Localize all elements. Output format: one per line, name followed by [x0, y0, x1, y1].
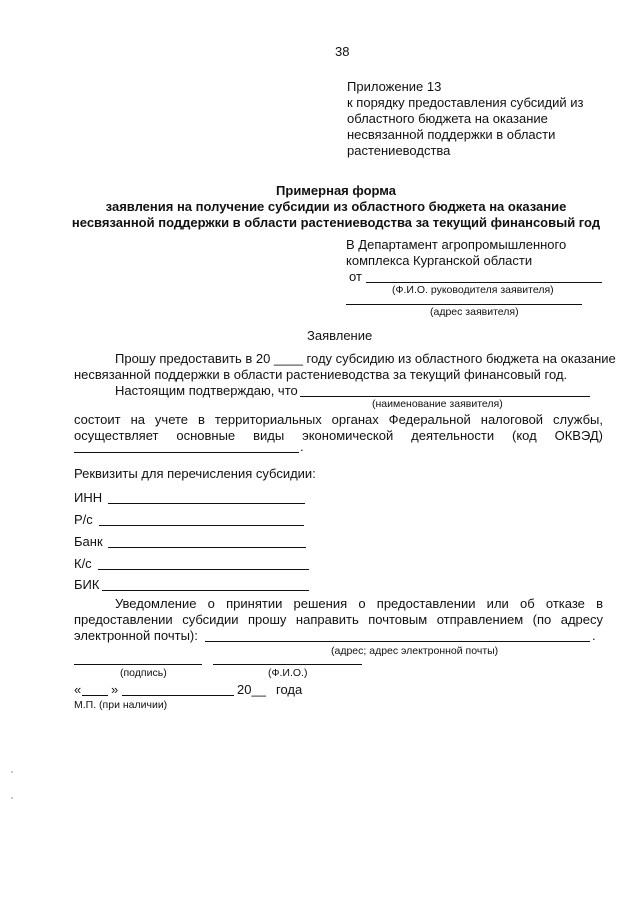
confirm-line: осуществляет основные виды экономической деятельности (код ОКВЭД): [74, 428, 603, 443]
request-line: несвязанной поддержки в области растениеводства за текущий финансовый год.: [74, 367, 568, 382]
applicant-name-field[interactable]: [300, 396, 590, 397]
account-field[interactable]: [99, 525, 304, 526]
date-word: года: [276, 682, 303, 697]
okved-end: .: [300, 439, 304, 454]
notification-line: предоставлении субсидии прошу направить почтовым отправлением (по адресу: [74, 612, 603, 627]
page-number: 38: [335, 44, 350, 59]
date-year: 20__: [237, 682, 266, 697]
appendix-line: Приложение 13: [347, 79, 442, 94]
from-label: от: [349, 269, 362, 284]
address-caption: (адрес заявителя): [430, 306, 519, 318]
signature-caption: (подпись): [120, 667, 167, 679]
request-line: Прошу предоставить в 20 ____ году субсидию из областного бюджета на оказание: [115, 351, 616, 366]
title-line: Примерная форма: [276, 183, 396, 198]
date-close-quote: »: [111, 682, 119, 697]
notification-address-field[interactable]: [205, 641, 590, 642]
bik-label: БИК: [74, 577, 100, 592]
requisites-heading: Реквизиты для перечисления субсидии:: [74, 466, 316, 481]
head-name-field[interactable]: [366, 282, 602, 283]
addressee-line: комплекса Курганской области: [346, 253, 533, 268]
confirm-prefix: Настоящим подтверждаю, что: [115, 383, 298, 398]
bik-field[interactable]: [102, 590, 309, 591]
applicant-address-field[interactable]: [346, 304, 582, 305]
notification-caption: (адрес; адрес электронной почты): [331, 645, 499, 657]
scan-speck: [11, 771, 13, 773]
notification-line: Уведомление о принятии решения о предоставлении или об отказе в: [115, 596, 603, 611]
account-label: Р/с: [74, 512, 93, 527]
signature-field[interactable]: [74, 664, 202, 665]
bank-field[interactable]: [108, 547, 306, 548]
title-line: заявления на получение субсидии из областного бюджета на оказание: [105, 199, 567, 214]
date-month-field[interactable]: [122, 695, 234, 696]
inn-field[interactable]: [108, 503, 305, 504]
confirm-line: состоит на учете в территориальных органах Федеральной налоговой службы,: [74, 412, 603, 427]
corr-account-label: К/с: [74, 556, 92, 571]
appendix-line: несвязанной поддержки в области: [347, 127, 556, 142]
date-open-quote: «: [74, 682, 82, 697]
full-name-caption: (Ф.И.О.): [268, 667, 308, 679]
inn-label: ИНН: [74, 490, 103, 505]
date-day-field[interactable]: [82, 695, 108, 696]
statement-heading: Заявление: [307, 328, 373, 343]
head-name-caption: (Ф.И.О. руководителя заявителя): [392, 284, 554, 296]
scan-speck: [11, 797, 13, 799]
appendix-line: областного бюджета на оказание: [347, 111, 548, 126]
applicant-name-caption: (наименование заявителя): [372, 398, 503, 410]
appendix-line: растениеводства: [347, 143, 451, 158]
corr-account-field[interactable]: [98, 569, 309, 570]
stamp-note: М.П. (при наличии): [74, 699, 168, 711]
okved-field[interactable]: [74, 452, 299, 453]
title-line: несвязанной поддержки в области растениеводства за текущий финансовый год: [71, 215, 601, 230]
bank-label: Банк: [74, 534, 103, 549]
appendix-line: к порядку предоставления субсидий из: [347, 95, 584, 110]
notification-line: электронной почты):: [74, 628, 198, 643]
addressee-line: В Департамент агропромышленного: [346, 237, 567, 252]
notification-end: .: [592, 628, 596, 643]
full-name-field[interactable]: [213, 664, 362, 665]
